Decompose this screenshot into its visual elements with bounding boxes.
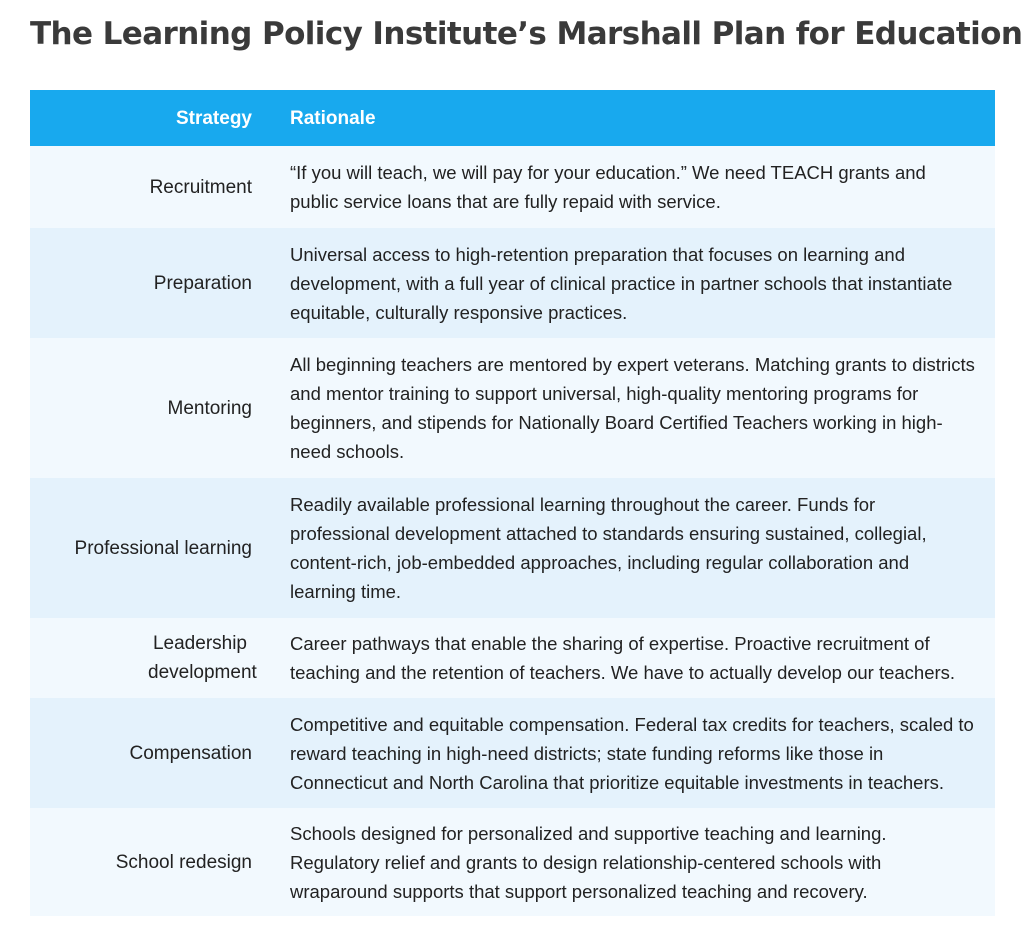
rationale-cell: “If you will teach, we will pay for your education.” We need TEACH grants and public service loans that are fully repaid with service. <box>290 162 926 212</box>
table-row <box>30 146 995 228</box>
table-row <box>30 698 995 808</box>
header-rationale: Rationale <box>290 107 376 129</box>
rationale-cell: Schools designed for personalized and supportive teaching and learning. Regulatory relief and grants to design relationship-centered schools with wraparound supports that support personalized teaching and recovery. <box>290 822 887 902</box>
table-row <box>30 618 995 698</box>
rationale-cell: Career pathways that enable the sharing of expertise. Proactive recruitment of teaching and the retention of teachers. We have to actually develop our teachers. <box>290 633 956 683</box>
rationale-cell: Universal access to high-retention preparation that focuses on learning and development, with a full year of clinical practice in partner schools that instantiate equitable, culturally responsive practices. <box>290 243 953 323</box>
table-row <box>30 228 995 338</box>
strategy-cell: Mentoring <box>167 397 252 419</box>
strategy-table <box>30 90 995 916</box>
strategy-cell: School redesign <box>115 851 252 873</box>
strategy-cell: Recruitment <box>149 176 252 198</box>
table-header <box>30 90 995 146</box>
rationale-cell: Readily available professional learning throughout the career. Funds for professional development attached to standards ensuring sustained, collegial, content-rich, job-embedded approaches, including regular collaboration and learning time. <box>290 494 927 602</box>
table-row <box>30 808 995 916</box>
strategy-cell: Preparation <box>153 272 252 294</box>
strategy-cell: Compensation <box>129 742 252 764</box>
page-title: The Learning Policy Institute’s Marshall Plan for Education <box>30 16 1023 52</box>
table-row <box>30 338 995 478</box>
rationale-cell: All beginning teachers are mentored by expert veterans. Matching grants to districts and mentor training to support universal, high-quality mentoring programs for beginners, and stipends for Nationally Board Certified Teachers working in high-need schools. <box>290 354 975 462</box>
table-row <box>30 478 995 618</box>
rationale-cell: Competitive and equitable compensation. Federal tax credits for teachers, scaled to reward teaching in high-need districts; state funding reforms like those in Connecticut and North Carolina that prioritize equitable investments in teachers. <box>290 713 974 793</box>
strategy-cell: Leadership development <box>148 633 257 683</box>
header-strategy: Strategy <box>175 107 252 129</box>
strategy-cell: Professional learning <box>74 537 252 559</box>
